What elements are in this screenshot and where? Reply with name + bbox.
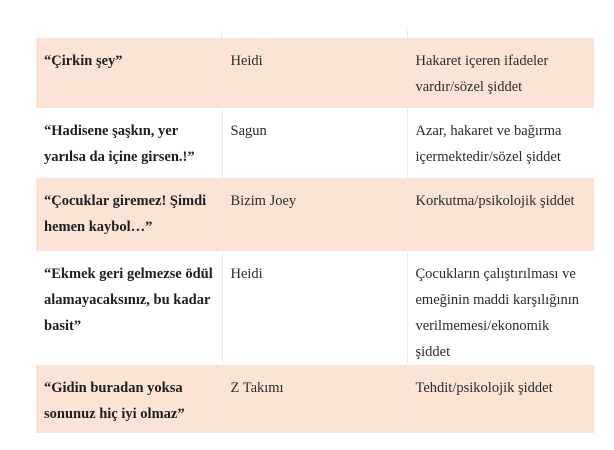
violence-type-cell: Çocukların çalıştırılması ve emeğinin maddi karşılığının verilmemesi/ekonomik şiddet bbox=[407, 251, 594, 365]
violence-type-cell: Tehdit/psikolojik şiddet bbox=[407, 365, 594, 433]
quote-cell: “Çocuklar giremez! Şimdi hemen kaybol…” bbox=[36, 178, 222, 251]
violence-examples-table bbox=[36, 38, 594, 433]
table-top-stripe bbox=[36, 30, 594, 38]
violence-examples-table-wrapper bbox=[36, 30, 594, 433]
character-cell: Sagun bbox=[222, 108, 407, 178]
quote-cell: “Gidin buradan yoksa sonunuz hiç iyi olmaz” bbox=[36, 365, 222, 433]
character-cell: Z Takımı bbox=[222, 365, 407, 433]
table-row bbox=[36, 38, 594, 108]
character-cell: Heidi bbox=[222, 38, 407, 108]
character-cell: Bizim Joey bbox=[222, 178, 407, 251]
character-cell: Heidi bbox=[222, 251, 407, 365]
table-row bbox=[36, 178, 594, 251]
quote-cell: “Çirkin şey” bbox=[36, 38, 222, 108]
table-row bbox=[36, 251, 594, 365]
table-row bbox=[36, 365, 594, 433]
violence-type-cell: Korkutma/psikolojik şiddet bbox=[407, 178, 594, 251]
violence-type-cell: Azar, hakaret ve bağırma içermektedir/sözel şiddet bbox=[407, 108, 594, 178]
quote-cell: “Ekmek geri gelmezse ödül alamayacaksınız, bu kadar basit” bbox=[36, 251, 222, 365]
quote-cell: “Hadisene şaşkın, yer yarılsa da içine girsen.!” bbox=[36, 108, 222, 178]
table-row bbox=[36, 108, 594, 178]
violence-type-cell: Hakaret içeren ifadeler vardır/sözel şiddet bbox=[407, 38, 594, 108]
